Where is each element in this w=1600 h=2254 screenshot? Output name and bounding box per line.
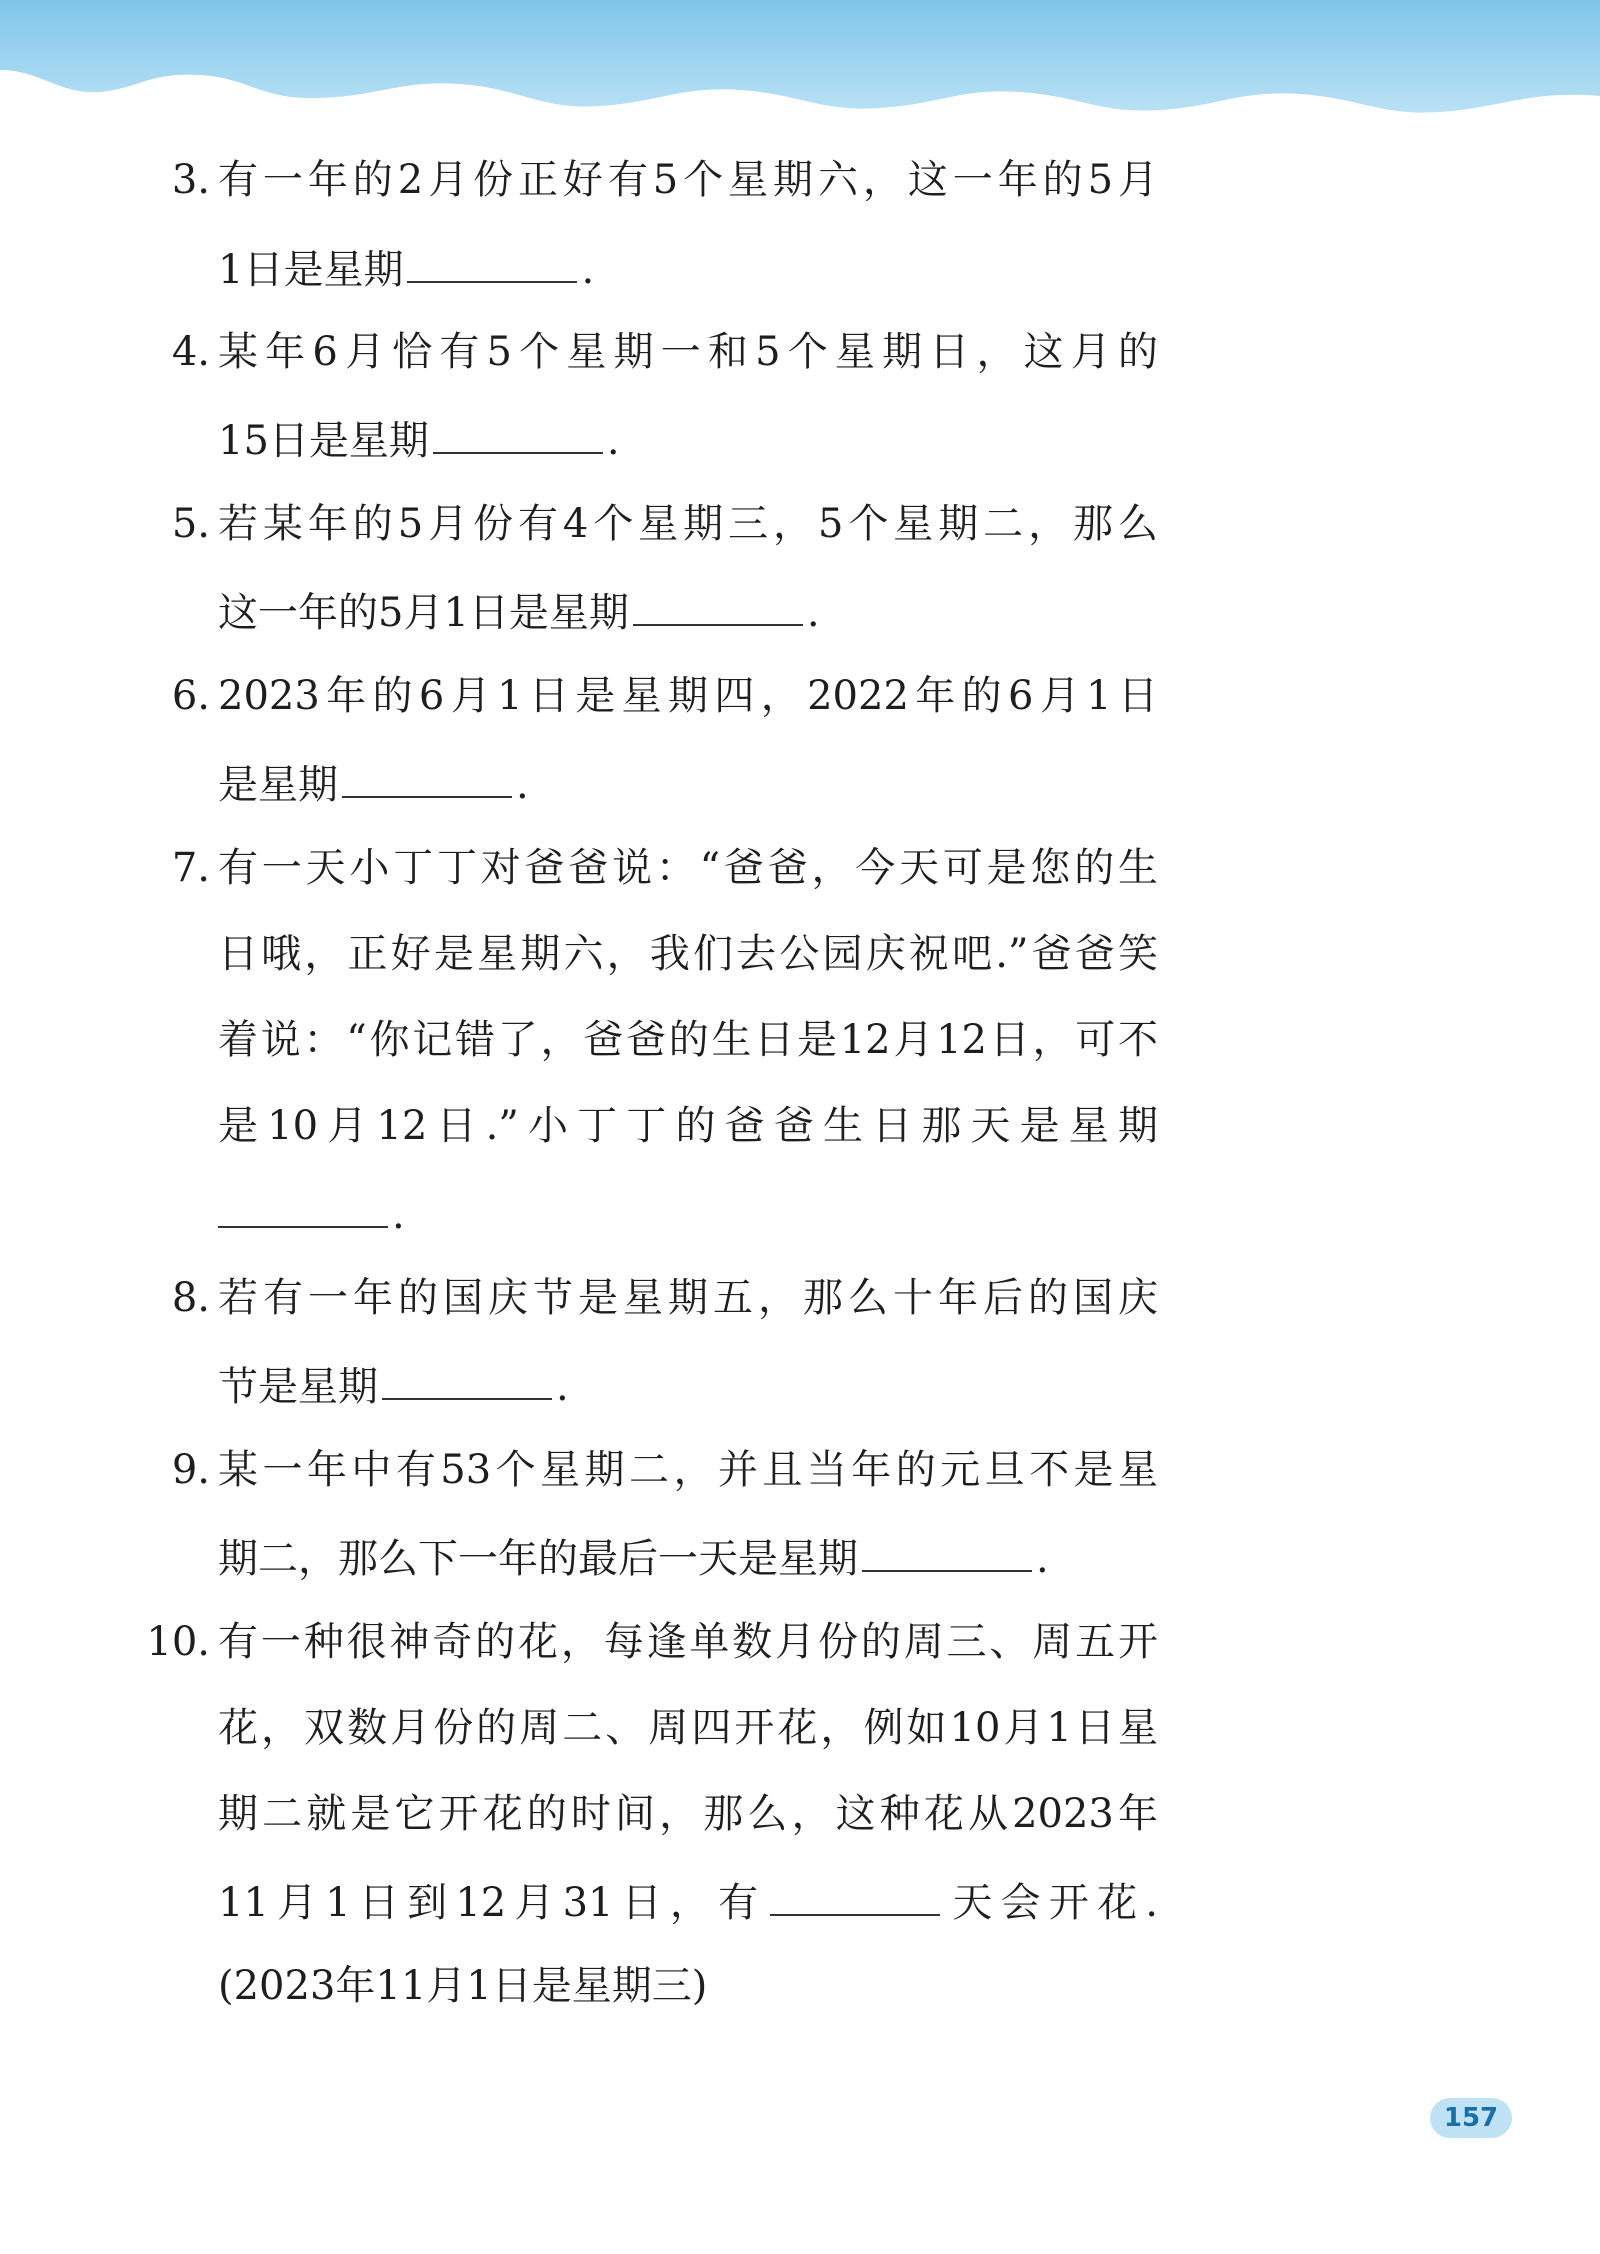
question-number: 9. <box>171 1447 210 1493</box>
question-text: 11月1日到12月31日，有 天会开花. <box>218 1870 1158 1930</box>
question-text: 着说：“你记错了，爸爸的生日是12月12日，可不 <box>218 1017 1158 1063</box>
question-note: (2023年11月1日是星期三) <box>218 1963 708 2009</box>
answer-blank[interactable] <box>218 1182 388 1228</box>
question-text: 期二，那么下一年的最后一天是星期 . <box>218 1526 1158 1586</box>
answer-blank[interactable] <box>633 580 803 626</box>
question-number: 8. <box>171 1275 210 1321</box>
question-number: 7. <box>171 845 210 891</box>
question-number: 10. <box>146 1619 210 1665</box>
question-text: . <box>218 1182 1158 1242</box>
question-text: 2023年的6月1日是星期四，2022年的6月1日 <box>218 673 1158 719</box>
question-text: 某年6月恰有5个星期一和5个星期日，这月的 <box>218 329 1158 375</box>
question-text: 某一年中有53个星期二，并且当年的元旦不是星 <box>218 1447 1158 1493</box>
question-number: 6. <box>171 673 210 719</box>
answer-blank[interactable] <box>862 1526 1032 1572</box>
question-text: 是星期 . <box>218 752 1158 812</box>
question-text: 节是星期 . <box>218 1354 1158 1414</box>
question-text: 花，双数月份的周二、周四开花，例如10月1日星 <box>218 1705 1158 1751</box>
answer-blank[interactable] <box>770 1870 940 1916</box>
question-text: 若某年的5月份有4个星期三，5个星期二，那么 <box>218 501 1158 547</box>
question-text: 期二就是它开花的时间，那么，这种花从2023年 <box>218 1791 1158 1837</box>
question-text: 1日是星期 . <box>218 237 1158 297</box>
question-text: 若有一年的国庆节是星期五，那么十年后的国庆 <box>218 1275 1158 1321</box>
question-text: 日哦，正好是星期六，我们去公园庆祝吧.”爸爸笑 <box>218 931 1158 977</box>
answer-blank[interactable] <box>407 237 577 283</box>
question-text: 有一天小丁丁对爸爸说：“爸爸，今天可是您的生 <box>218 845 1158 891</box>
question-text: 有一种很神奇的花，每逢单数月份的周三、周五开 <box>218 1619 1158 1665</box>
question-number: 5. <box>171 501 210 547</box>
question-number: 3. <box>171 157 210 203</box>
answer-blank[interactable] <box>433 408 603 454</box>
answer-blank[interactable] <box>342 752 512 798</box>
question-text: 有一年的2月份正好有5个星期六，这一年的5月 <box>218 157 1158 203</box>
question-text: 15日是星期 . <box>218 408 1158 468</box>
question-text: 是10月12日.”小丁丁的爸爸生日那天是星期 <box>218 1103 1158 1149</box>
question-number: 4. <box>171 329 210 375</box>
question-text: 这一年的5月1日是星期 . <box>218 580 1158 640</box>
answer-blank[interactable] <box>382 1354 552 1400</box>
page-number: 157 <box>1430 2098 1512 2138</box>
